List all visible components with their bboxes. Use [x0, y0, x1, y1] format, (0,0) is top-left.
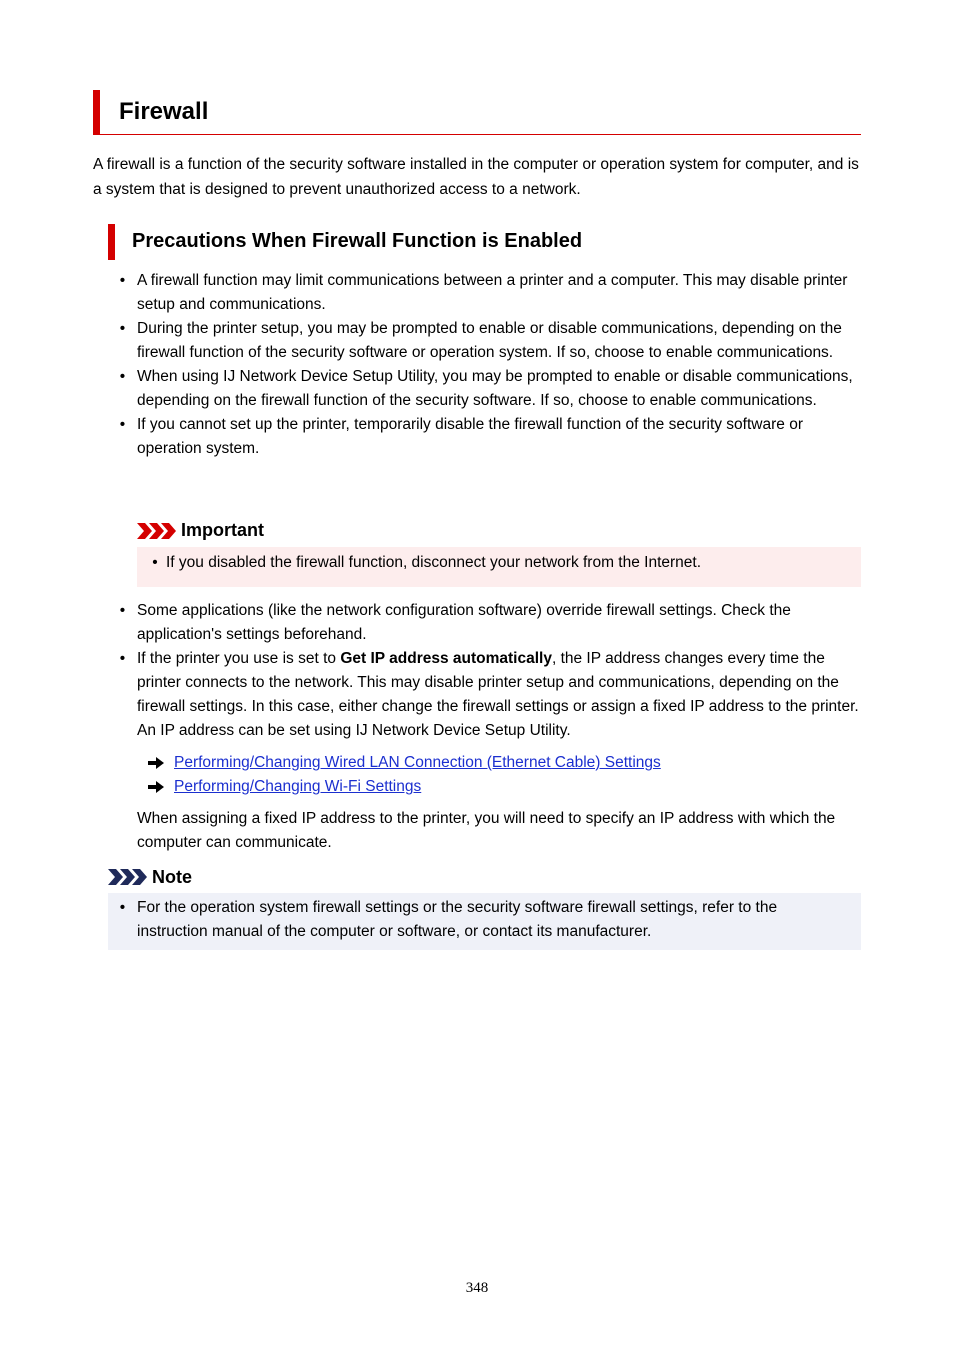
arrow-right-icon: [148, 781, 164, 793]
precautions-list: [108, 269, 863, 461]
wifi-settings-link[interactable]: Performing/Changing Wi-Fi Settings: [174, 778, 422, 795]
bullet: •: [119, 650, 126, 667]
heading-accent-bar: [93, 90, 100, 134]
list-item: [149, 551, 849, 575]
note-box: [108, 893, 861, 950]
intro-paragraph: A firewall is a function of the security software installed in the computer or operation system for computer, and is a system that is designed to prevent unauthorized access to a network.: [93, 156, 859, 198]
bullet: •: [152, 554, 158, 571]
bullet: •: [119, 368, 126, 385]
list-item-text: During the printer setup, you may be prompted to enable or disable communications, depending on the firewall function of the security software or operation system. If so, choose to enable communications.: [137, 320, 842, 361]
navy-chevrons-icon: [108, 867, 148, 887]
page-number: 348: [465, 1280, 489, 1296]
red-chevrons-icon: [137, 521, 177, 541]
bullet: •: [119, 320, 126, 337]
section-title: Precautions When Firewall Function is Enabled: [132, 230, 583, 252]
bullet: •: [119, 602, 126, 619]
bullet: •: [119, 899, 126, 916]
list-item-text: For the operation system firewall settings or the security software firewall settings, refer to the instruction manual of the computer or software, or contact its manufacturer.: [137, 899, 778, 940]
list-item-text: A firewall function may limit communications between a printer and a computer. This may disable printer setup and communications.: [137, 272, 848, 313]
list-item-text: If you cannot set up the printer, temporarily disable the firewall function of the security software or operation system.: [137, 416, 803, 457]
list-item-text-start: If the printer you use is set to: [137, 650, 341, 667]
list-item: [108, 365, 863, 413]
note-label: Note: [152, 867, 192, 887]
list-item: [108, 317, 863, 365]
bullet: •: [119, 416, 126, 433]
fixed-ip-paragraph: When assigning a fixed IP address to the printer, you will need to specify an IP address with which the computer can communicate.: [137, 810, 836, 851]
important-label: Important: [181, 520, 264, 540]
list-item: [108, 413, 863, 461]
important-list: [149, 551, 849, 575]
important-box: [137, 547, 861, 587]
arrow-right-icon: [148, 757, 164, 769]
list-item-text-end: , the IP address changes every time the printer connects to the network. This may disable printer setup and communications, depending on the firewall settings. In this case, either change the firewall settings or assign a fixed IP address to the printer. An IP address can be set using IJ Network Device Setup Utility.: [137, 650, 859, 739]
section-accent-bar: [108, 224, 115, 260]
wired-lan-settings-link[interactable]: Performing/Changing Wired LAN Connection (Ethernet Cable) Settings: [174, 754, 661, 771]
list-item-text: When using IJ Network Device Setup Utility, you may be prompted to enable or disable communications, depending on the firewall function of the security software. If so, choose to enable communications.: [137, 368, 853, 409]
bullet: •: [119, 272, 126, 289]
list-item: [108, 269, 863, 317]
list-item: [108, 647, 863, 743]
note-list: [108, 896, 848, 944]
settings-list: [108, 599, 863, 743]
page-title: Firewall: [119, 98, 209, 125]
list-item-text: If you disabled the firewall function, disconnect your network from the Internet.: [166, 554, 702, 571]
setting-name: Get IP address automatically: [340, 650, 552, 667]
list-item-text: Some applications (like the network configuration software) override firewall settings. Check the application's settings beforehand.: [137, 602, 791, 643]
list-item: [108, 599, 863, 647]
list-item: [108, 896, 848, 944]
page-heading: [93, 90, 861, 135]
